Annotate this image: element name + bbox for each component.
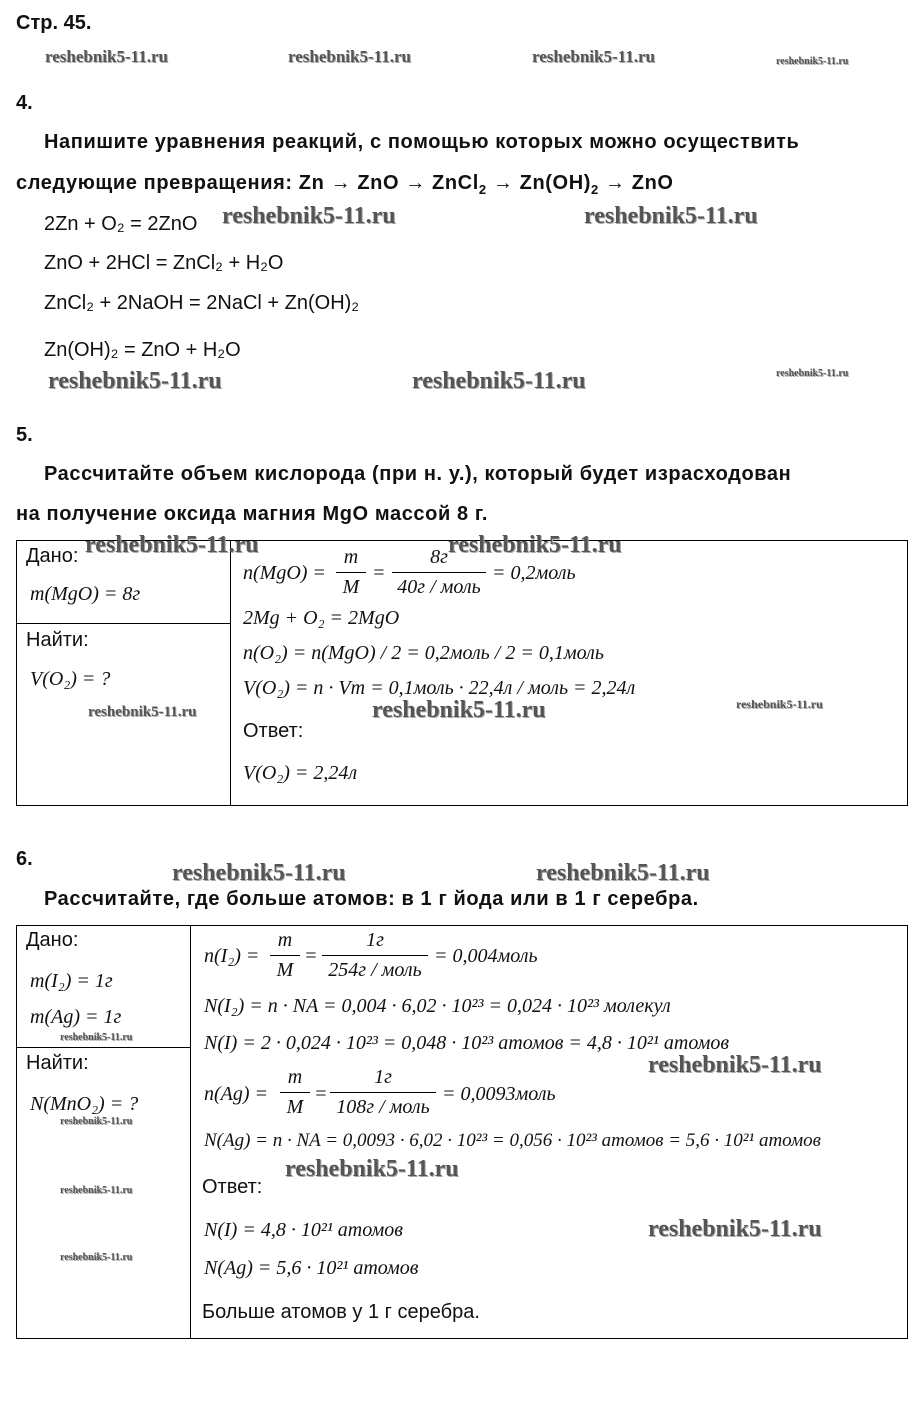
task5-given: m(MgO) = 8г xyxy=(30,583,141,605)
page-label: Стр. 45. xyxy=(16,12,92,34)
task6-step1-right: = 0,004моль xyxy=(434,945,538,967)
task5-find-label: Найти: xyxy=(26,629,89,651)
task5-find: V(O₂) = ? xyxy=(30,668,111,690)
task5-step1-num1: m xyxy=(343,546,359,568)
watermark: reshebnik5-11.ru xyxy=(60,1032,133,1043)
task6-step5: N(Ag) = n · NA = 0,0093 · 6,02 · 10²³ = 0,056 · 10²³ атомов = 5,6 · 10²¹ атомов xyxy=(204,1130,821,1151)
task6-find: N(MnO₂) = ? xyxy=(30,1093,139,1115)
watermark: reshebnik5-11.ru xyxy=(60,1252,133,1263)
task6-step4-right: = 0,0093моль xyxy=(442,1083,556,1105)
task6-step4-den2: 108г / моль xyxy=(336,1096,430,1118)
task5-step2: 2Mg + O₂ = 2MgO xyxy=(243,607,400,629)
equals-sign: = xyxy=(314,1083,328,1105)
task6-given-1: m(I₂) = 1г xyxy=(30,970,113,992)
task5-step1-den1: M xyxy=(342,576,360,598)
task6-step3: N(I) = 2 · 0,024 · 10²³ = 0,048 · 10²³ атомов = 4,8 · 10²¹ атомов xyxy=(204,1032,730,1054)
task5-step3: n(O₂) = n(MgO) / 2 = 0,2моль / 2 = 0,1моль xyxy=(243,642,604,664)
task5-step1-den2: 40г / моль xyxy=(397,576,481,598)
task6-step1-den1: M xyxy=(276,959,294,981)
table-divider xyxy=(16,623,230,624)
watermark: reshebnik5-11.ru xyxy=(48,368,222,394)
task6-step1-num2: 1г xyxy=(366,929,384,951)
watermark: reshebnik5-11.ru xyxy=(536,860,710,886)
task4-number: 4. xyxy=(16,92,33,114)
fraction-bar xyxy=(330,1092,436,1093)
task6-step1-num1: m xyxy=(277,929,293,951)
task6-step1-left: n(I₂) = xyxy=(204,945,260,967)
equals-sign: = xyxy=(372,562,386,584)
watermark: reshebnik5-11.ru xyxy=(172,860,346,886)
watermark: reshebnik5-11.ru xyxy=(776,56,849,67)
fraction-bar xyxy=(392,572,486,573)
fraction-bar xyxy=(270,955,300,956)
task6-given-label: Дано: xyxy=(26,929,79,951)
watermark: reshebnik5-11.ru xyxy=(448,532,622,558)
task6-answer-2: N(Ag) = 5,6 · 10²¹ атомов xyxy=(204,1257,419,1279)
task5-answer-label: Ответ: xyxy=(243,720,304,742)
watermark: reshebnik5-11.ru xyxy=(60,1185,133,1196)
task4-equation-1: 2Zn + O₂ = 2ZnO xyxy=(44,213,198,235)
task6-conclusion: Больше атомов у 1 г серебра. xyxy=(202,1301,480,1323)
table-divider xyxy=(230,540,231,805)
watermark: reshebnik5-11.ru xyxy=(285,1156,459,1182)
task6-given-2: m(Ag) = 1г xyxy=(30,1006,122,1028)
task6-question: Рассчитайте, где больше атомов: в 1 г йода или в 1 г серебра. xyxy=(44,888,699,910)
watermark: reshebnik5-11.ru xyxy=(776,368,849,379)
watermark: reshebnik5-11.ru xyxy=(648,1216,822,1242)
watermark: reshebnik5-11.ru xyxy=(60,1116,133,1127)
task5-number: 5. xyxy=(16,424,33,446)
table-divider xyxy=(190,925,191,1338)
watermark: reshebnik5-11.ru xyxy=(85,532,259,558)
equals-sign: = xyxy=(304,945,318,967)
watermark: reshebnik5-11.ru xyxy=(584,203,758,229)
task6-answer-label: Ответ: xyxy=(202,1176,263,1198)
task6-find-label: Найти: xyxy=(26,1052,89,1074)
task4-equation-4: Zn(OH)₂ = ZnO + H₂O xyxy=(44,339,241,361)
task4-question-line2: следующие превращения: Zn → ZnO → ZnCl$_2$ → $Zn(OH)_2$ → ZnO xyxy=(16,172,674,197)
task4-equation-3: ZnCl₂ + 2NaOH = 2NaCl + Zn(OH)₂ xyxy=(44,292,360,314)
fraction-bar xyxy=(322,955,428,956)
task5-question-line1: Рассчитайте объем кислорода (при н. у.), который будет израсходован xyxy=(44,463,792,485)
watermark: reshebnik5-11.ru xyxy=(372,697,546,723)
task6-number: 6. xyxy=(16,848,33,870)
task5-step1-left: n(MgO) = xyxy=(243,562,326,584)
task4-question-line1: Напишите уравнения реакций, с помощью которых можно осуществить xyxy=(44,131,800,153)
watermark: reshebnik5-11.ru xyxy=(532,47,655,66)
watermark: reshebnik5-11.ru xyxy=(45,47,168,66)
task5-answer: V(O₂) = 2,24л xyxy=(243,762,358,784)
table-divider xyxy=(16,1047,190,1048)
task6-step4-left: n(Ag) = xyxy=(204,1083,269,1105)
fraction-bar xyxy=(336,572,366,573)
watermark: reshebnik5-11.ru xyxy=(88,704,197,720)
watermark: reshebnik5-11.ru xyxy=(648,1052,822,1078)
fraction-bar xyxy=(280,1092,310,1093)
watermark: reshebnik5-11.ru xyxy=(736,697,823,711)
task5-given-label: Дано: xyxy=(26,545,79,567)
task6-step4-num1: m xyxy=(287,1066,303,1088)
task5-step1-num2: 8г xyxy=(430,546,448,568)
watermark: reshebnik5-11.ru xyxy=(222,203,396,229)
watermark: reshebnik5-11.ru xyxy=(412,368,586,394)
task4-equation-2: ZnO + 2HCl = ZnCl₂ + H₂O xyxy=(44,252,284,274)
task6-answer-1: N(I) = 4,8 · 10²¹ атомов xyxy=(204,1219,403,1241)
task6-step2: N(I₂) = n · NA = 0,004 · 6,02 · 10²³ = 0,024 · 10²³ молекул xyxy=(204,995,671,1017)
task6-step4-num2: 1г xyxy=(374,1066,392,1088)
task5-question-line2: на получение оксида магния MgO массой 8 г. xyxy=(16,503,488,525)
task5-step4: V(O₂) = n · Vm = 0,1моль · 22,4л / моль = 2,24л xyxy=(243,677,636,699)
task5-step1-right: = 0,2моль xyxy=(492,562,576,584)
task6-step4-den1: M xyxy=(286,1096,304,1118)
watermark: reshebnik5-11.ru xyxy=(288,47,411,66)
task6-step1-den2: 254г / моль xyxy=(328,959,422,981)
